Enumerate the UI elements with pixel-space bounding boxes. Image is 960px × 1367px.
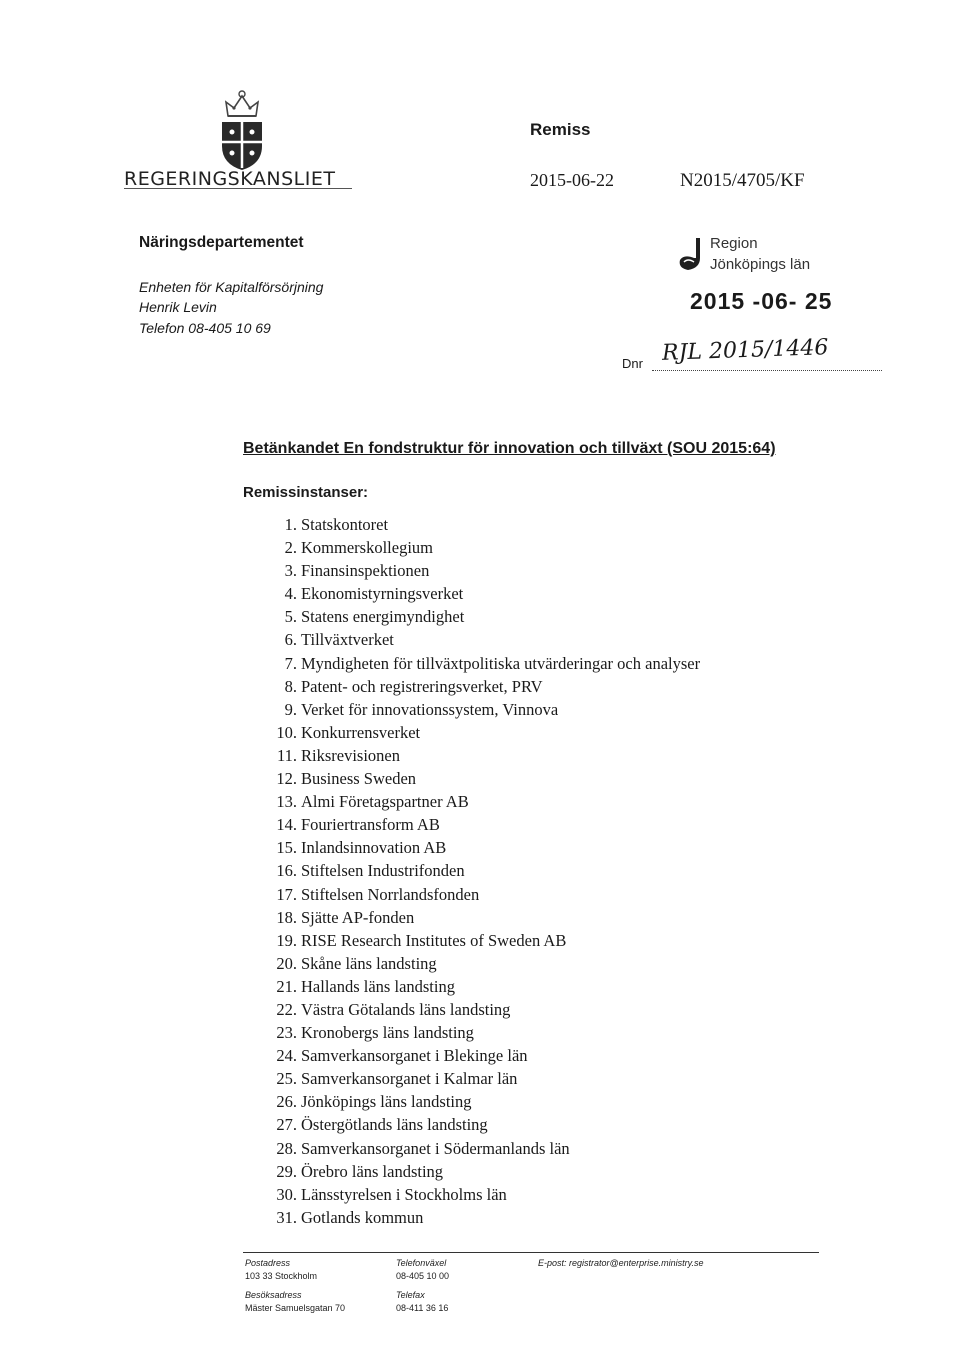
- recipient-number: 18.: [276, 907, 297, 927]
- recipient-name: Västra Götalands läns landsting: [301, 999, 511, 1019]
- agency-underline: [124, 188, 352, 189]
- stamp-org-line1: Region: [710, 235, 758, 252]
- footer-fax-value: 08-411 36 16: [396, 1303, 449, 1313]
- recipient-name: Stiftelsen Norrlandsfonden: [301, 884, 480, 904]
- footer-visit-value: Mäster Samuelsgatan 70: [245, 1303, 346, 1313]
- recipient-number: 2.: [284, 538, 297, 558]
- recipient-number: 4.: [284, 584, 297, 604]
- recipient-number: 28.: [276, 1138, 297, 1158]
- recipient-name: Myndigheten för tillväxtpolitiska utvärderingar och analyser: [301, 653, 701, 673]
- recipient-number: 29.: [276, 1161, 297, 1181]
- recipient-name: Konkurrensverket: [301, 722, 421, 742]
- recipient-item: [266, 929, 700, 952]
- government-crest-logo: [216, 86, 268, 172]
- recipient-item: [266, 536, 700, 559]
- recipient-item: [266, 652, 700, 675]
- recipient-name: Business Sweden: [301, 769, 417, 789]
- recipient-number: 25.: [276, 1069, 297, 1089]
- recipient-number: 11.: [276, 745, 297, 765]
- recipient-item: [266, 628, 700, 651]
- region-logo-icon: [676, 236, 708, 272]
- recipient-name: Almi Företagspartner AB: [301, 792, 469, 812]
- recipient-item: [266, 883, 700, 906]
- footer-postal-value: 103 33 Stockholm: [245, 1271, 318, 1281]
- recipient-item: [266, 767, 700, 790]
- recipient-number: 10.: [276, 722, 297, 742]
- document-heading: Betänkandet En fondstruktur för innovation och tillväxt (SOU 2015:64): [243, 440, 776, 457]
- recipient-item: [266, 836, 700, 859]
- footer-postal-label: Postadress: [245, 1258, 291, 1268]
- recipient-item: [266, 859, 700, 882]
- stamp-org-line2: Jönköpings län: [710, 256, 811, 273]
- recipient-number: 8.: [284, 676, 297, 696]
- recipient-name: Ekonomistyrningsverket: [301, 584, 464, 604]
- recipient-name: Samverkansorganet i Södermanlands län: [301, 1138, 570, 1158]
- recipient-number: 7.: [284, 653, 297, 673]
- recipient-name: Verket för innovationssystem, Vinnova: [301, 699, 559, 719]
- recipient-number: 20.: [276, 953, 297, 973]
- recipient-name: Stiftelsen Industrifonden: [301, 861, 465, 881]
- footer-rule: [243, 1252, 819, 1253]
- recipient-item: [266, 790, 700, 813]
- recipient-number: 15.: [276, 838, 297, 858]
- recipient-name: Örebro läns landsting: [301, 1161, 444, 1181]
- footer-switchboard-label: Telefonväxel: [396, 1258, 447, 1268]
- recipient-item: [266, 582, 700, 605]
- recipient-name: Hallands läns landsting: [301, 976, 455, 996]
- recipient-item: [266, 675, 700, 698]
- recipient-name: Gotlands kommun: [301, 1207, 424, 1227]
- stamp-dnr-label: Dnr: [622, 356, 643, 371]
- recipient-number: 6.: [284, 630, 297, 650]
- recipient-number: 12.: [276, 769, 297, 789]
- sender-phone: Telefon 08-405 10 69: [139, 320, 271, 336]
- recipient-number: 13.: [276, 792, 297, 812]
- recipient-item: [266, 998, 700, 1021]
- recipient-item: [266, 1137, 700, 1160]
- recipient-number: 3.: [284, 561, 297, 581]
- recipient-number: 30.: [276, 1184, 297, 1204]
- recipient-item: [266, 559, 700, 582]
- footer-email: E-post: registrator@enterprise.ministry.se: [538, 1258, 704, 1268]
- recipient-item: [266, 1160, 700, 1183]
- recipient-item: [266, 744, 700, 767]
- recipient-name: Fouriertransform AB: [301, 815, 440, 835]
- footer-switchboard-value: 08-405 10 00: [396, 1271, 450, 1281]
- recipient-item: [266, 1206, 700, 1229]
- recipient-number: 16.: [276, 861, 297, 881]
- department-name: Näringsdepartementet: [139, 234, 304, 251]
- recipient-name: Samverkansorganet i Kalmar län: [301, 1069, 518, 1089]
- recipient-item: [266, 1067, 700, 1090]
- recipient-number: 5.: [284, 607, 297, 627]
- recipient-number: 19.: [276, 930, 297, 950]
- recipient-name: Länsstyrelsen i Stockholms län: [301, 1184, 507, 1204]
- recipient-number: 22.: [276, 999, 297, 1019]
- recipient-item: [266, 1044, 700, 1067]
- footer-fax-label: Telefax: [396, 1290, 425, 1300]
- recipient-item: [266, 1090, 700, 1113]
- recipients-heading: Remissinstanser:: [243, 484, 369, 501]
- recipient-item: [266, 975, 700, 998]
- recipient-number: 17.: [276, 884, 297, 904]
- recipient-item: [266, 1113, 700, 1136]
- recipient-name: Skåne läns landsting: [301, 953, 437, 973]
- stamp-dnr-handwritten: RJL 2015/1446: [661, 335, 829, 366]
- recipient-item: [266, 952, 700, 975]
- recipient-number: 24.: [276, 1046, 297, 1066]
- recipient-item: [266, 605, 700, 628]
- sender-person: Henrik Levin: [139, 299, 217, 315]
- stamp-received-date: 2015 -06- 25: [690, 288, 833, 314]
- recipient-item: [266, 1021, 700, 1044]
- sender-unit: Enheten för Kapitalförsörjning: [139, 279, 324, 295]
- recipient-number: 26.: [276, 1092, 297, 1112]
- recipient-name: Statens energimyndighet: [301, 607, 465, 627]
- recipient-item: [266, 721, 700, 744]
- recipient-list: [266, 513, 700, 1229]
- recipient-item: [266, 1183, 700, 1206]
- recipient-name: Patent- och registreringsverket, PRV: [301, 676, 543, 696]
- recipient-name: Statskontoret: [301, 515, 389, 534]
- document-type: Remiss: [530, 120, 591, 139]
- document-date: 2015-06-22: [530, 170, 614, 190]
- agency-name: REGERINGSKANSLIET: [124, 168, 336, 190]
- recipient-number: 23.: [276, 1023, 297, 1043]
- recipient-name: Samverkansorganet i Blekinge län: [301, 1046, 528, 1066]
- recipient-number: 21.: [276, 976, 297, 996]
- footer-visit-label: Besöksadress: [245, 1290, 302, 1300]
- recipient-name: Sjätte AP-fonden: [301, 907, 415, 927]
- recipient-number: 9.: [284, 699, 297, 719]
- recipient-name: Kronobergs läns landsting: [301, 1023, 474, 1043]
- recipient-name: RISE Research Institutes of Sweden AB: [301, 930, 567, 950]
- recipient-number: 14.: [276, 815, 297, 835]
- recipient-item: [266, 513, 700, 536]
- recipient-name: Kommerskollegium: [301, 538, 433, 558]
- recipient-name: Riksrevisionen: [301, 745, 400, 765]
- stamp-dnr-line: [652, 370, 882, 371]
- recipient-name: Inlandsinnovation AB: [301, 838, 447, 858]
- recipient-number: 27.: [276, 1115, 297, 1135]
- recipient-name: Jönköpings läns landsting: [301, 1092, 472, 1112]
- recipient-item: [266, 698, 700, 721]
- recipient-name: Östergötlands läns landsting: [301, 1115, 488, 1135]
- recipient-number: 1.: [284, 515, 297, 534]
- recipient-item: [266, 906, 700, 929]
- recipient-name: Tillväxtverket: [301, 630, 394, 650]
- recipient-name: Finansinspektionen: [301, 561, 430, 581]
- document-reference: N2015/4705/KF: [680, 170, 805, 191]
- recipient-number: 31.: [276, 1207, 297, 1227]
- recipient-item: [266, 813, 700, 836]
